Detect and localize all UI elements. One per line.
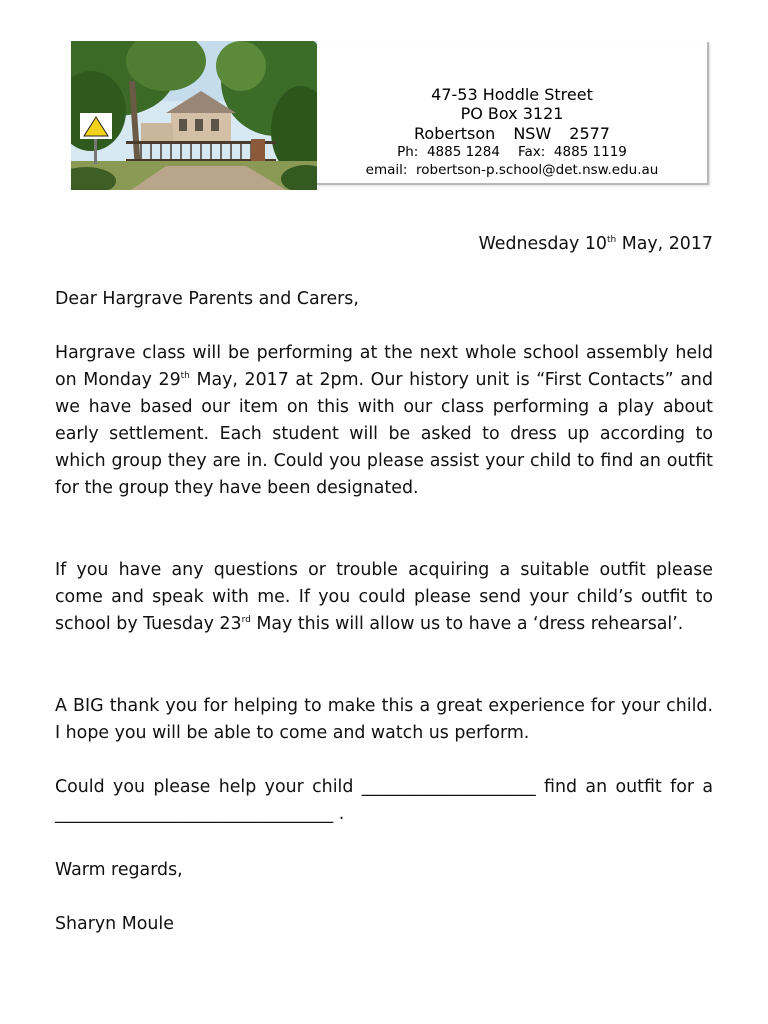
school-address-box <box>317 42 709 185</box>
para4-text-a: Could you please help your child <box>55 777 362 798</box>
para1-superscript: th <box>180 371 190 382</box>
school-photo <box>71 41 317 190</box>
salutation: Dear Hargrave Parents and Carers, <box>55 289 359 310</box>
phone-fax-line <box>317 144 707 161</box>
letter-date <box>55 231 713 258</box>
phone-label: Ph: <box>397 144 419 160</box>
paragraph-performance <box>55 340 713 502</box>
address-state: NSW <box>513 124 552 143</box>
fax-label: Fax: <box>517 144 546 160</box>
paragraph-thanks: A BIG thank you for helping to make this a great experience for your child. I hope you will be able to come and watch us perform. <box>55 696 713 744</box>
para2-text-b: May this will allow us to have a ‘dress rehearsal’. <box>250 614 684 635</box>
date-suffix: th <box>606 235 617 246</box>
date-month-year: May, 2017 <box>616 234 713 255</box>
fax-number: 4885 1119 <box>553 144 627 160</box>
email-line <box>317 162 707 179</box>
email-address[interactable]: robertson-p.school@det.nsw.edu.au <box>416 162 659 178</box>
signature: Sharyn Moule <box>55 914 174 935</box>
para1-text-a: Hargrave class will be performing at the next whole school assembly held on Monday 29 <box>55 343 713 391</box>
para4-text-c: . <box>333 804 345 825</box>
para4-text-b: find an outfit for a <box>535 777 714 798</box>
para2-text-a: If you have any questions or trouble acquiring a suitable outfit please come and speak with me. If you could please send your child’s outfit to school by Tuesday 23 <box>55 560 713 635</box>
closing: Warm regards, <box>55 860 183 881</box>
child-name-blank[interactable]: ____________________ <box>361 777 536 798</box>
address-town-line <box>317 124 707 143</box>
date-day: Wednesday 10 <box>478 234 607 255</box>
address-town: Robertson <box>414 124 496 143</box>
paragraph-questions <box>55 557 713 638</box>
para2-superscript: rd <box>241 615 251 626</box>
para1-text-b: May, 2017 at 2pm. Our history unit is “First Contacts” and we have based our item on this with our class performing a play about early settlement. Each student will be asked to dress up according to which group they are in. Could you please assist your child to find an outfit for the group they have been designated. <box>55 370 713 499</box>
address-po-box: PO Box 3121 <box>460 104 564 123</box>
paragraph-outfit-request <box>55 774 713 828</box>
group-name-blank[interactable]: ________________________________ <box>55 804 334 825</box>
phone-number: 4885 1284 <box>426 144 500 160</box>
address-street: 47-53 Hoddle Street <box>431 85 593 104</box>
address-postcode: 2577 <box>569 124 610 143</box>
email-label: email: <box>365 162 408 178</box>
